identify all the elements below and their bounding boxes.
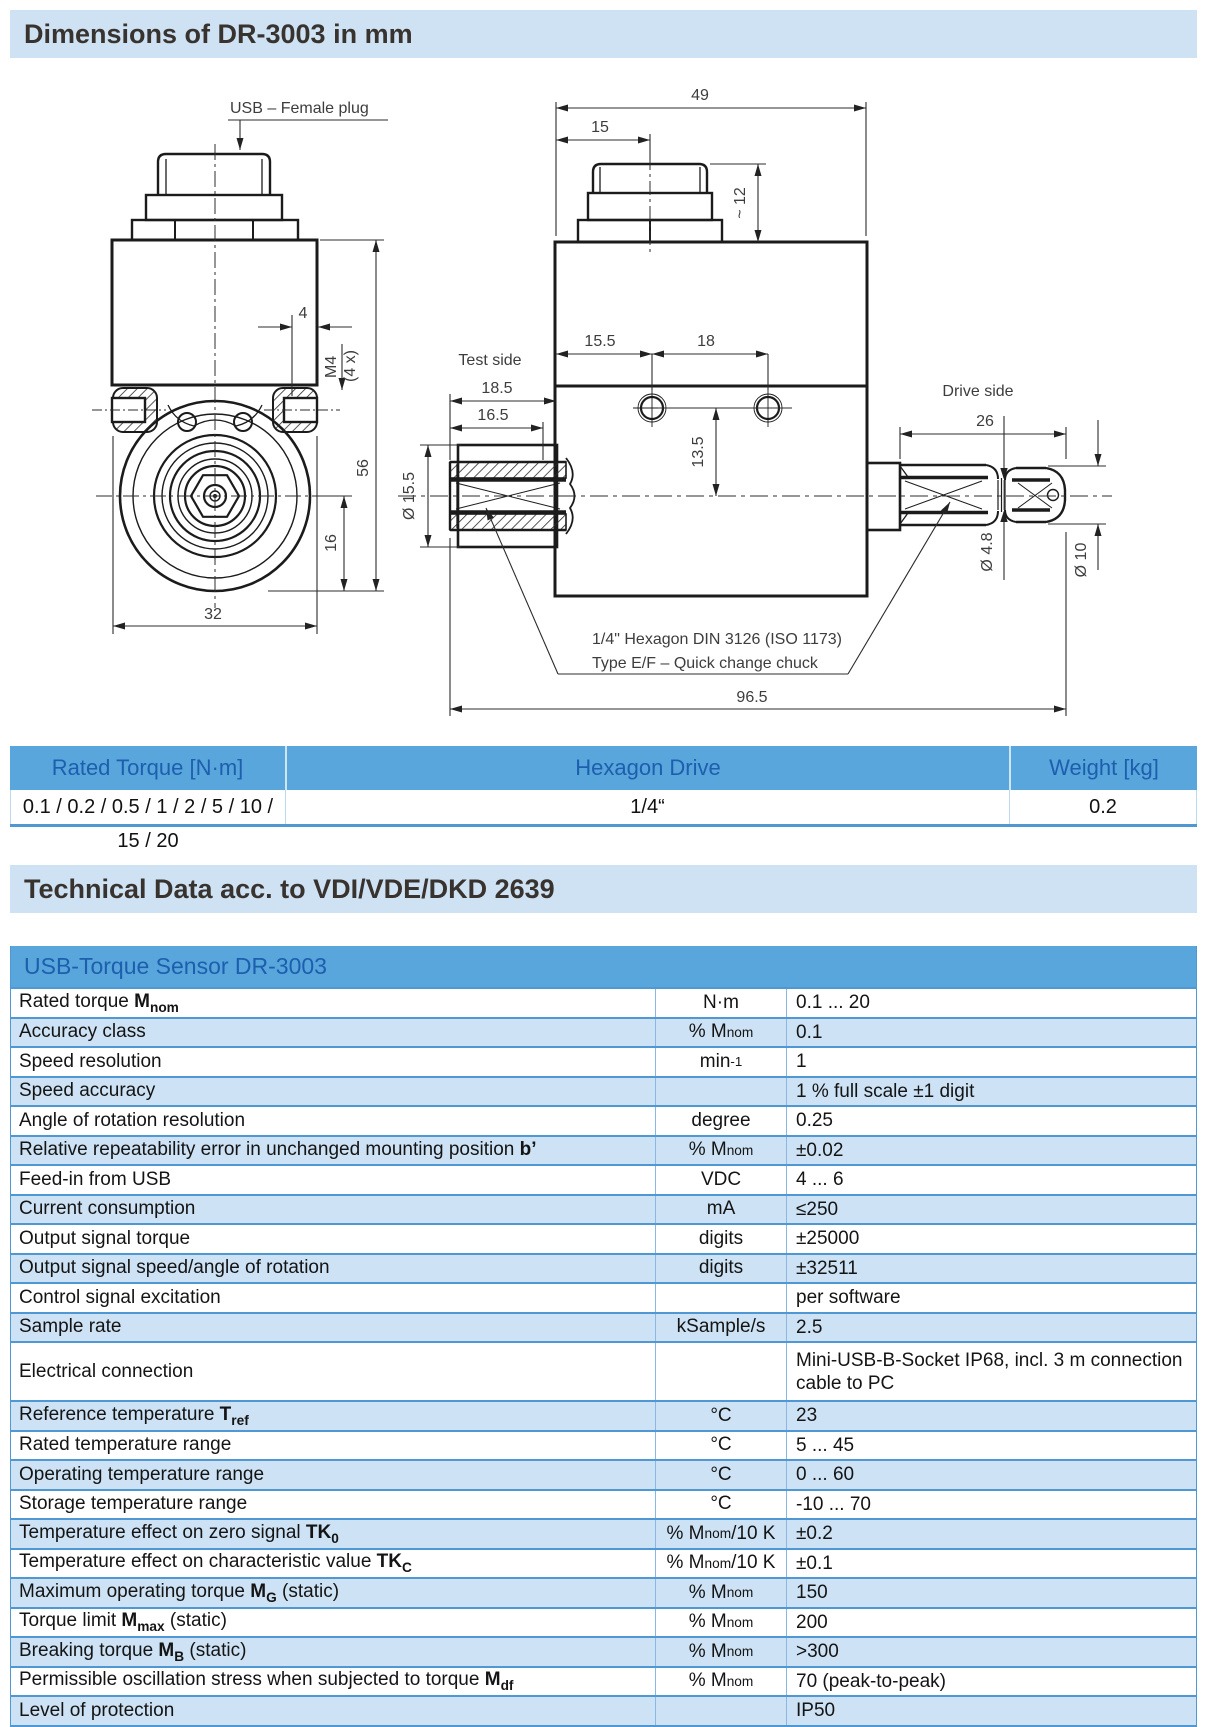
dim-49-label: 49 — [691, 87, 709, 104]
spec-value: 200 — [786, 1609, 1196, 1637]
torque-overview-table — [10, 746, 1197, 852]
spec-unit — [655, 1697, 786, 1725]
spec-label: Level of protection — [19, 1699, 175, 1721]
side-view — [398, 156, 1112, 596]
spec-row — [11, 1312, 1196, 1342]
spec-value: 150 — [786, 1579, 1196, 1607]
spec-unit: % M nom — [655, 1668, 786, 1696]
spec-unit: °C — [655, 1402, 786, 1430]
spec-unit — [655, 1078, 786, 1106]
dim-16-5-label: 16.5 — [477, 407, 509, 424]
spec-value: ±25000 — [786, 1225, 1196, 1253]
spec-row — [11, 1400, 1196, 1430]
torque-value-weight: 0.2 — [1009, 790, 1197, 824]
m4-count-label: (4 x) — [342, 350, 359, 382]
spec-value: 4 ... 6 — [786, 1166, 1196, 1194]
dim-18-label: 18 — [697, 333, 715, 350]
spec-label: Torque limit $M_{max}$ (static) — [19, 1610, 227, 1635]
spec-value: -10 ... 70 — [786, 1491, 1196, 1519]
spec-label: Rated torque $M_{nom}$ — [19, 990, 179, 1015]
spec-label: Storage temperature range — [19, 1493, 248, 1515]
spec-row — [11, 1105, 1196, 1135]
spec-value: per software — [786, 1284, 1196, 1312]
dim-4-label: 4 — [298, 305, 308, 322]
dim-13-5-label: 13.5 — [690, 436, 707, 468]
spec-unit: digits — [655, 1255, 786, 1283]
spec-label: Speed accuracy — [19, 1080, 156, 1102]
spec-row — [11, 1636, 1196, 1666]
test-side-label: Test side — [458, 352, 522, 369]
spec-value: 2.5 — [786, 1314, 1196, 1342]
front-view — [92, 144, 340, 608]
spec-label: Electrical connection — [19, 1360, 194, 1382]
drive-side-label: Drive side — [942, 383, 1014, 400]
spec-unit: mA — [655, 1196, 786, 1224]
spec-label: Control signal excitation — [19, 1286, 221, 1308]
usb-plug-label: USB – Female plug — [230, 100, 369, 117]
dia-15-5-label: Ø 15.5 — [401, 471, 418, 521]
spec-unit: °C — [655, 1491, 786, 1519]
spec-label: Accuracy class — [19, 1021, 146, 1043]
dim-16-label: 16 — [323, 534, 340, 552]
spec-unit: % M nom — [655, 1579, 786, 1607]
spec-table-title: USB-Torque Sensor DR-3003 — [11, 946, 1196, 987]
spec-table — [10, 946, 1197, 1727]
dim-12-label: ~ 12 — [732, 187, 749, 219]
spec-label: Breaking torque $M_B$ (static) — [19, 1639, 247, 1664]
spec-value: 0.25 — [786, 1107, 1196, 1135]
technical-drawing — [0, 60, 1207, 722]
spec-unit: % M nom — [655, 1137, 786, 1165]
spec-unit: degree — [655, 1107, 786, 1135]
spec-unit: % M nom — [655, 1638, 786, 1666]
spec-unit — [655, 1284, 786, 1312]
section-header-technical-data — [10, 865, 1197, 913]
housing-side — [555, 242, 867, 596]
spec-value: >300 — [786, 1638, 1196, 1666]
spec-unit: kSample/s — [655, 1314, 786, 1342]
spec-label: Current consumption — [19, 1198, 196, 1220]
spec-label: Relative repeatability error in unchanged mounting position b’ — [19, 1139, 537, 1161]
dim-26-label: 26 — [976, 413, 994, 430]
spec-value: ±0.02 — [786, 1137, 1196, 1165]
spec-value: 0.1 — [786, 1019, 1196, 1047]
spec-unit: min -1 — [655, 1048, 786, 1076]
torque-table-header-row — [10, 746, 1197, 790]
dim-32-label: 32 — [204, 606, 222, 623]
spec-label: Maximum operating torque $M_G$ (static) — [19, 1580, 340, 1605]
spec-value: IP50 — [786, 1697, 1196, 1725]
spec-unit: °C — [655, 1432, 786, 1460]
spec-unit: °C — [655, 1461, 786, 1489]
spec-unit: % M nom — [655, 1609, 786, 1637]
dim-15-label: 15 — [591, 119, 609, 136]
spec-label: Sample rate — [19, 1316, 122, 1338]
spec-value: ≤250 — [786, 1196, 1196, 1224]
torque-header-rated: Rated Torque [N·m] — [10, 746, 285, 790]
spec-row — [11, 1076, 1196, 1106]
spec-row — [11, 1489, 1196, 1519]
spec-label: Angle of rotation resolution — [19, 1109, 246, 1131]
spec-value: 0.1 ... 20 — [786, 989, 1196, 1017]
section-header-dimensions — [10, 10, 1197, 58]
spec-row — [11, 1430, 1196, 1460]
spec-unit: VDC — [655, 1166, 786, 1194]
spec-unit: N·m — [655, 989, 786, 1017]
spec-label: Reference temperature $T_{ref}$ — [19, 1403, 249, 1428]
spec-unit — [655, 1343, 786, 1400]
spec-value: 23 — [786, 1402, 1196, 1430]
spec-value: 1 — [786, 1048, 1196, 1076]
spec-row — [11, 1459, 1196, 1489]
spec-label: Output signal speed/angle of rotation — [19, 1257, 330, 1279]
spec-row — [11, 1223, 1196, 1253]
spec-row — [11, 1135, 1196, 1165]
datasheet-page — [0, 10, 1207, 1727]
dim-56-label: 56 — [355, 459, 372, 477]
spec-value: Mini-USB-B-Socket IP68, incl. 3 m connection cable to PC — [786, 1343, 1196, 1400]
spec-label: Temperature effect on zero signal $TK_0$ — [19, 1521, 339, 1546]
spec-row — [11, 1164, 1196, 1194]
dim-15-5-label: 15.5 — [584, 333, 616, 350]
m4-label: M4 — [323, 355, 340, 378]
spec-label: Operating temperature range — [19, 1463, 265, 1485]
dim-96-5-label: 96.5 — [736, 689, 768, 706]
spec-unit: digits — [655, 1225, 786, 1253]
spec-label: Temperature effect on characteristic value $TK_C$ — [19, 1551, 412, 1576]
spec-label: Speed resolution — [19, 1050, 162, 1072]
spec-row — [11, 1341, 1196, 1400]
torque-table-value-row — [10, 790, 1197, 852]
spec-row — [11, 1046, 1196, 1076]
spec-row — [11, 1548, 1196, 1578]
spec-row — [11, 1607, 1196, 1637]
spec-unit: % M nom /10 K — [655, 1550, 786, 1578]
spec-row — [11, 1282, 1196, 1312]
spec-value: 5 ... 45 — [786, 1432, 1196, 1460]
spec-row — [11, 1194, 1196, 1224]
spec-value: ±0.1 — [786, 1550, 1196, 1578]
torque-value-rated: 0.1 / 0.2 / 0.5 / 1 / 2 / 5 / 10 / 15 / 20 — [10, 790, 285, 824]
spec-row — [11, 1253, 1196, 1283]
spec-value: ±0.2 — [786, 1520, 1196, 1548]
spec-row — [11, 1695, 1196, 1725]
spec-row — [11, 1666, 1196, 1696]
torque-value-hexagon: 1/4“ — [285, 790, 1009, 824]
spec-label: Output signal torque — [19, 1227, 191, 1249]
hexagon-note-line1: 1/4" Hexagon DIN 3126 (ISO 1173) — [592, 631, 842, 648]
spec-row — [11, 987, 1196, 1017]
spec-unit: % M nom — [655, 1019, 786, 1047]
section-title: Dimensions of DR-3003 in mm — [24, 19, 413, 49]
spec-value: ±32511 — [786, 1255, 1196, 1283]
spec-value: 0 ... 60 — [786, 1461, 1196, 1489]
spec-value: 70 (peak-to-peak) — [786, 1668, 1196, 1696]
torque-header-hexagon: Hexagon Drive — [285, 746, 1009, 790]
spec-label: Feed-in from USB — [19, 1168, 172, 1190]
side-view-dimensions — [420, 102, 1106, 716]
section-title: Technical Data acc. to VDI/VDE/DKD 2639 — [24, 874, 555, 904]
spec-label: Permissible oscillation stress when subjected to torque $M_{df}$ — [19, 1669, 514, 1694]
spec-value: 1 % full scale ±1 digit — [786, 1078, 1196, 1106]
dia-4-8-label: Ø 4.8 — [979, 532, 996, 572]
spec-label: Rated temperature range — [19, 1434, 232, 1456]
spec-unit: % M nom /10 K — [655, 1520, 786, 1548]
usb-connector-front — [158, 154, 270, 195]
spec-row — [11, 1017, 1196, 1047]
spec-row — [11, 1577, 1196, 1607]
torque-header-weight: Weight [kg] — [1009, 746, 1197, 790]
dia-10-label: Ø 10 — [1073, 542, 1090, 578]
hexagon-note-line2: Type E/F – Quick change chuck — [592, 655, 818, 672]
spec-row — [11, 1518, 1196, 1548]
dim-18-5-label: 18.5 — [481, 380, 513, 397]
